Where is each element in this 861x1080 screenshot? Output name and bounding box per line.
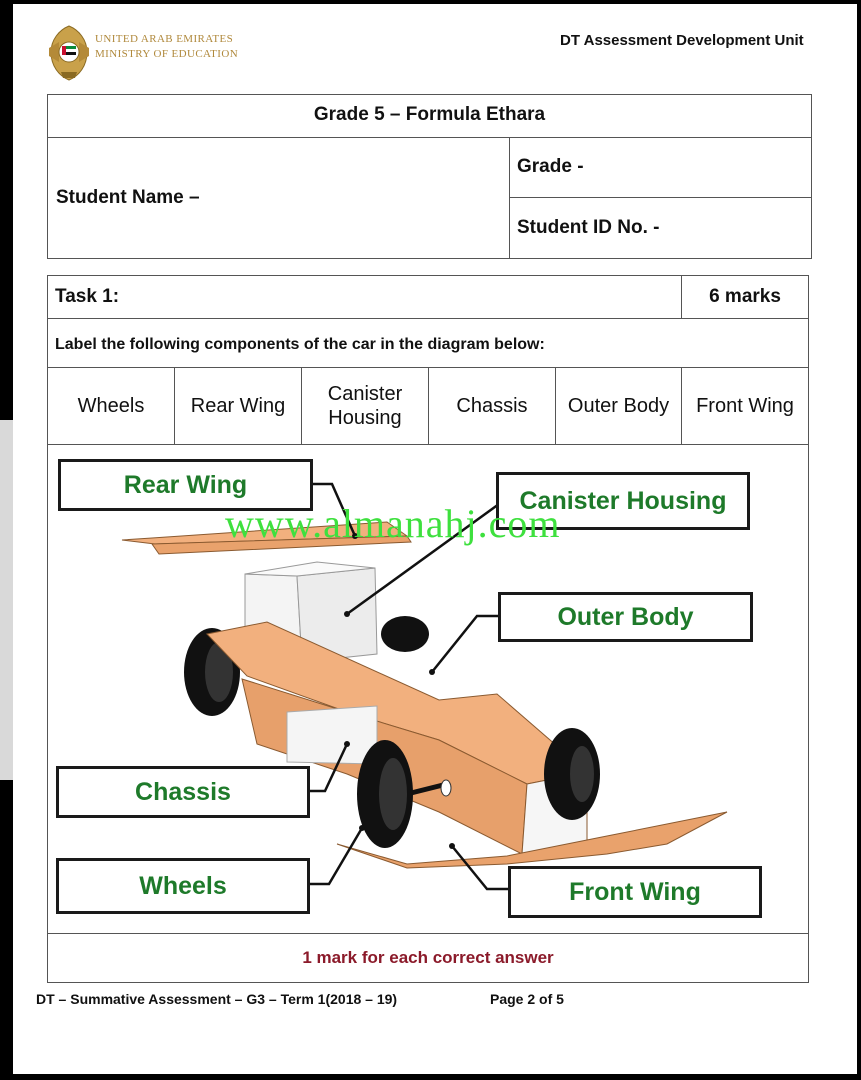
- student-name-label: Student Name –: [56, 187, 200, 208]
- student-id-label: Student ID No. -: [517, 217, 660, 238]
- org-line-2: MINISTRY OF EDUCATION: [95, 48, 239, 60]
- grade-label: Grade -: [517, 156, 584, 177]
- component-canister-housing: Canister Housing: [301, 367, 429, 445]
- task-instruction: Label the following components of the car in the diagram below:: [55, 336, 545, 353]
- component-wheels: Wheels: [47, 367, 175, 445]
- rear-right-wheel: [381, 616, 429, 652]
- label-front-wing: Front Wing: [508, 866, 762, 918]
- component-front-wing: Front Wing: [681, 367, 809, 445]
- form-title: Grade 5 – Formula Ethara: [313, 104, 546, 125]
- chassis-window: [287, 706, 377, 764]
- ministry-name: [95, 32, 238, 62]
- leader-wheels: [309, 828, 362, 884]
- uae-emblem-icon: [45, 22, 93, 84]
- org-line-1: UNITED ARAB EMIRATES: [95, 33, 234, 45]
- task-row: [47, 275, 682, 319]
- task-title: Task 1:: [55, 286, 120, 307]
- label-rear-wing: Rear Wing: [58, 459, 313, 511]
- unit-name: DT Assessment Development Unit: [560, 32, 804, 49]
- footer-left: DT – Summative Assessment – G3 – Term 1(2018 – 19): [36, 991, 398, 1007]
- label-wheels: Wheels: [56, 858, 310, 914]
- component-chassis: Chassis: [428, 367, 556, 445]
- component-outer-body: Outer Body: [555, 367, 682, 445]
- component-rear-wing: Rear Wing: [174, 367, 302, 445]
- label-canister-housing: Canister Housing: [496, 472, 750, 530]
- task-marks: 6 marks: [709, 286, 781, 307]
- footer-page-number: Page 2 of 5: [490, 991, 564, 1007]
- watermark: www.almanahj.com: [225, 501, 561, 546]
- leader-front-wing: [452, 846, 509, 889]
- marks-note: 1 mark for each correct answer: [302, 948, 554, 967]
- leader-outer-body: [432, 616, 499, 672]
- label-outer-body: Outer Body: [498, 592, 753, 642]
- label-chassis: Chassis: [56, 766, 310, 818]
- axle-hole: [441, 780, 451, 796]
